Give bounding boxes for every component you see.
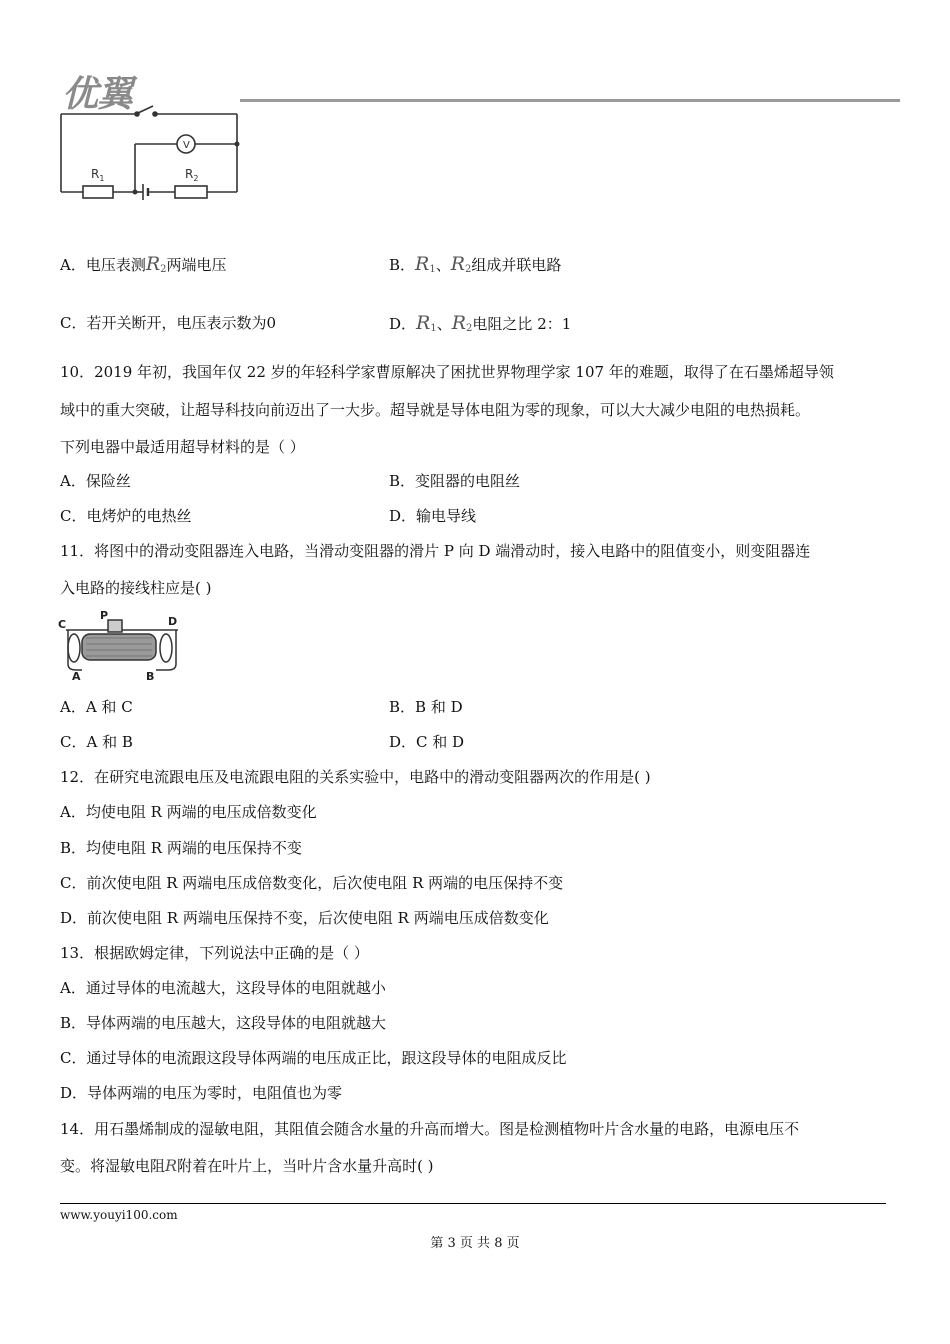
q12-option-c: C．前次使电阻 R 两端电压成倍数变化，后次使电阻 R 两端的电压保持不变	[60, 874, 564, 892]
q13-stem: 13．根据欧姆定律，下列说法中正确的是（ ）	[60, 944, 369, 962]
q11-option-c: C．A 和 B	[60, 733, 133, 751]
r2-symbol: $R_2$	[145, 253, 167, 275]
q11-stem-line2: 入电路的接线柱应是( )	[60, 579, 212, 597]
header-rule	[240, 99, 900, 102]
q12-option-b: B．均使电阻 R 两端的电压保持不变	[60, 839, 302, 857]
q10-stem-line3: 下列电器中最适用超导材料的是（ ）	[60, 438, 305, 456]
svg-text:V: V	[183, 140, 190, 151]
rheostat-diagram	[56, 608, 186, 682]
q11-stem-line1: 11．将图中的滑动变阻器连入电路，当滑动变阻器的滑片 P 向 D 端滑动时，接入电路中的阻值变小，则变阻器连	[60, 542, 811, 560]
q10-stem-line1: 10．2019 年初，我国年仅 22 岁的年轻科学家曹原解决了困扰世界物理学家 107 年的难题，取得了在石墨烯超导领	[60, 363, 834, 381]
page-number: 第 3 页 共 8 页	[430, 1236, 520, 1251]
q11-option-d: D．C 和 D	[389, 733, 465, 751]
rheostat-label-c: C	[58, 618, 67, 631]
q12-option-d: D．前次使电阻 R 两端电压保持不变，后次使电阻 R 两端电压成倍数变化	[60, 909, 549, 927]
q13-option-d: D．导体两端的电压为零时，电阻值也为零	[60, 1084, 343, 1102]
q12-stem: 12．在研究电流跟电压及电流跟电阻的关系实验中，电路中的滑动变阻器两次的作用是( )	[60, 768, 651, 786]
q10-option-b: B．变阻器的电阻丝	[389, 472, 521, 490]
rheostat-label-d: D	[168, 615, 178, 628]
q14-stem-line1: 14．用石墨烯制成的湿敏电阻，其阻值会随含水量的升高而增大。图是检测植物叶片含水量的电路，电源电压不	[60, 1120, 800, 1138]
rheostat-label-a: A	[72, 670, 81, 682]
q12-option-a: A．均使电阻 R 两端的电压成倍数变化	[60, 803, 317, 821]
q13-option-c: C．通过导体的电流跟这段导体两端的电压成正比，跟这段导体的电阻成反比	[60, 1049, 567, 1067]
q9-option-b: B．$R_1$、$R_2$组成并联电路	[389, 253, 562, 275]
q11-option-b: B．B 和 D	[389, 698, 463, 716]
rheostat-label-b: B	[146, 670, 155, 682]
r1-symbol: $R_1$	[416, 312, 437, 334]
r2-symbol: $R_2$	[450, 253, 472, 275]
r1-label: $R_1$	[91, 167, 105, 183]
footer-rule	[60, 1203, 886, 1204]
q10-option-a: A．保险丝	[60, 472, 131, 490]
footer-url: www.youyi100.com	[60, 1208, 178, 1222]
q10-option-c: C．电烤炉的电热丝	[60, 507, 192, 525]
r2-symbol: $R_2$	[451, 312, 473, 334]
rheostat-label-p: P	[100, 609, 109, 622]
q10-stem-line2: 域中的重大突破，让超导科技向前迈出了一大步。超导就是导体电阻为零的现象，可以大大减少电阻的电热损耗。	[60, 401, 811, 419]
circuit-diagram	[55, 104, 245, 200]
q9-option-a: A．电压表测$R_2$两端电压	[60, 253, 227, 275]
q9-option-d: D．$R_1$、$R_2$电阻之比 2：1	[389, 312, 572, 334]
q9-option-c: C．若开关断开，电压表示数为0	[60, 314, 277, 332]
r1-symbol: $R_1$	[415, 253, 436, 275]
q13-option-a: A．通过导体的电流越大，这段导体的电阻就越小	[60, 979, 386, 997]
r2-label: $R_2$	[185, 167, 199, 183]
logo: 优翼	[62, 74, 133, 115]
q11-option-a: A．A 和 C	[60, 698, 133, 716]
q14-stem-line2: 变。将湿敏电阻R附着在叶片上，当叶片含水量升高时( )	[60, 1156, 434, 1175]
q13-option-b: B．导体两端的电压越大，这段导体的电阻就越大	[60, 1014, 387, 1032]
r-symbol: R	[165, 1156, 178, 1175]
q10-option-d: D．输电导线	[389, 507, 477, 525]
